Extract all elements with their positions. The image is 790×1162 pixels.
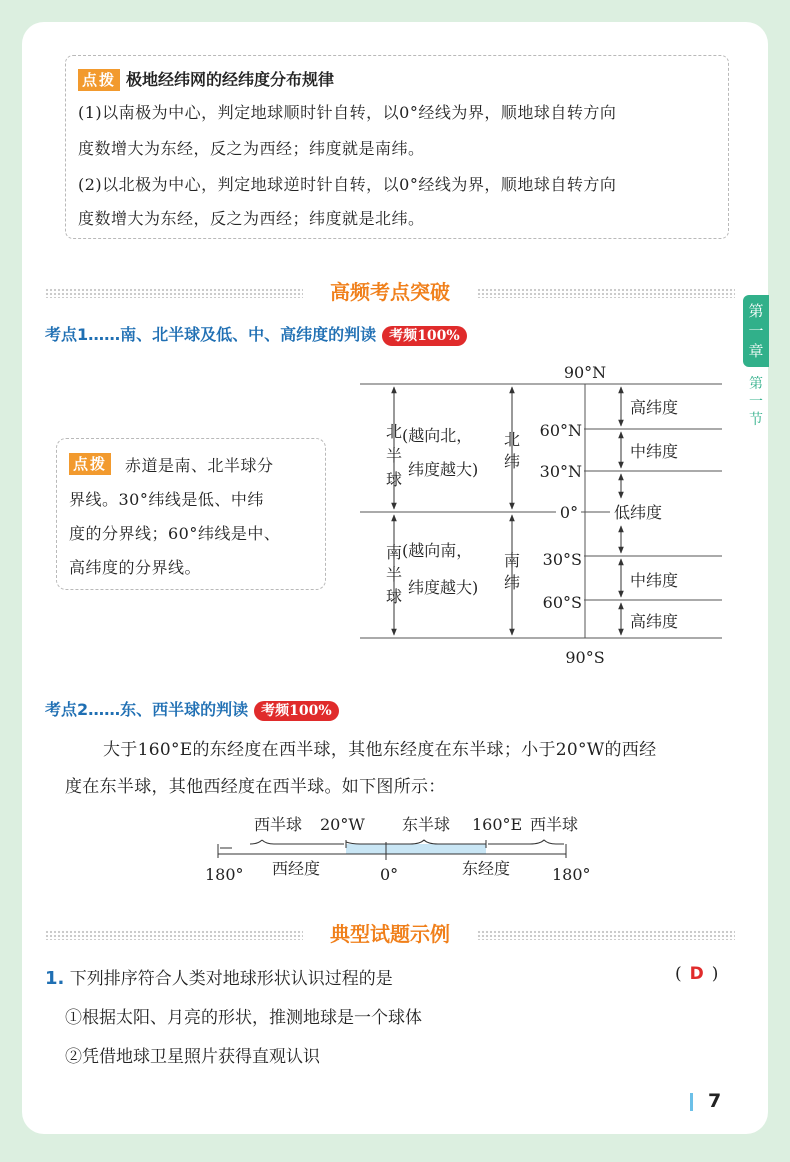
lon-top-west-hemisphere: 西半球 — [254, 815, 303, 834]
section-label: 第 一 节 — [749, 376, 763, 428]
lon-bottom-180-left: 180° — [205, 865, 244, 884]
lon-top-160e: 160°E — [472, 815, 523, 834]
east-hemisphere-bar-west-part — [346, 844, 386, 854]
section-heading-typical-questions — [45, 924, 735, 946]
south-hemisphere-char: 南 — [386, 543, 403, 562]
tip-title: 极地经纬网的经纬度分布规律 — [126, 70, 335, 89]
north-latitude-char: 北 — [504, 430, 521, 449]
tip-line: 界线。30°纬线是低、中纬 — [69, 490, 264, 509]
zone-high-north: 高纬度 — [630, 398, 679, 417]
frequency-badge: 考频100% — [254, 701, 339, 721]
zone-mid-north: 中纬度 — [630, 442, 679, 461]
paragraph-line: 度在东半球，其他西经度在西半球。如下图所示： — [65, 777, 446, 797]
zone-low: 低纬度 — [614, 503, 663, 522]
tip-line: 高纬度的分界线。 — [69, 558, 202, 577]
south-latitude-char: 纬 — [504, 573, 521, 592]
zone-high-south: 高纬度 — [630, 612, 679, 631]
south-latitude-char: 南 — [504, 551, 521, 570]
paragraph-line: 大于160°E的东经度在西半球，其他东经度在东半球；小于20°W的西经 — [103, 740, 657, 760]
tip-line: 度数增大为东经，反之为西经；纬度就是南纬。 — [78, 139, 425, 158]
option-2: ②凭借地球卫星照片获得直观认识 — [65, 1047, 320, 1067]
lat-label-60n: 60°N — [539, 421, 582, 440]
south-note: 纬度越大) — [408, 578, 479, 597]
south-hemisphere-char: 球 — [386, 587, 403, 606]
lat-label-90n: 90°N — [563, 363, 607, 382]
section-title: 高频考点突破 — [330, 280, 450, 304]
lat-label-equator: 0° — [559, 503, 579, 522]
tip-line: 赤道是南、北半球分 — [125, 456, 274, 475]
tip-line: 度的分界线；60°纬线是中、 — [69, 524, 281, 543]
south-hemisphere-char: 半 — [386, 565, 403, 584]
key-point-label: 考点1……南、北半球及低、中、高纬度的判读 — [45, 325, 377, 344]
lon-top-west-hemisphere-2: 西半球 — [530, 815, 579, 834]
question-1 — [45, 964, 393, 989]
tip-line: 度数增大为东经，反之为西经；纬度就是北纬。 — [78, 209, 425, 228]
lon-bottom-east-longitude: 东经度 — [462, 859, 511, 878]
frequency-badge: 考频100% — [382, 326, 467, 346]
answer-value: D — [689, 964, 704, 984]
lon-bottom-180-right: 180° — [552, 865, 591, 884]
lat-label-30n: 30°N — [539, 462, 582, 481]
section-title: 典型试题示例 — [330, 922, 450, 946]
south-note: (越向南， — [402, 541, 473, 560]
lat-label-60s: 60°S — [542, 593, 582, 612]
north-note: (越向北， — [402, 426, 473, 445]
north-latitude-char: 纬 — [504, 452, 521, 471]
lon-top-20w: 20°W — [320, 815, 365, 834]
north-hemisphere-char: 半 — [386, 446, 403, 465]
lon-bottom-west-longitude: 西经度 — [272, 859, 321, 878]
tip-line: (1)以南极为中心，判定地球顺时针自转，以0°经线为界，顺地球自转方向 — [78, 103, 617, 122]
chapter-label: 第 一 章 — [743, 295, 769, 367]
key-point-label: 考点2……东、西半球的判读 — [45, 700, 249, 719]
east-hemisphere-bar-east-part — [386, 844, 486, 854]
lat-label-30s: 30°S — [542, 550, 582, 569]
question-number: 1. — [45, 968, 65, 989]
tip-line: (2)以北极为中心，判定地球逆时针自转，以0°经线为界，顺地球自转方向 — [78, 175, 617, 194]
north-hemisphere-char: 北 — [386, 422, 403, 441]
answer-bracket: ( D ) — [675, 964, 719, 984]
lon-bottom-0: 0° — [380, 865, 399, 884]
tip-badge: 点拨 — [69, 453, 111, 475]
tip-badge: 点拨 — [78, 69, 120, 91]
lon-top-east-hemisphere: 东半球 — [402, 815, 451, 834]
lat-label-90s: 90°S — [565, 648, 605, 667]
question-text: 下列排序符合人类对地球形状认识过程的是 — [69, 969, 393, 989]
north-hemisphere-char: 球 — [386, 470, 403, 489]
zone-mid-south: 中纬度 — [630, 571, 679, 590]
option-1: ①根据太阳、月亮的形状，推测地球是一个球体 — [65, 1008, 422, 1028]
north-note: 纬度越大) — [408, 460, 479, 479]
